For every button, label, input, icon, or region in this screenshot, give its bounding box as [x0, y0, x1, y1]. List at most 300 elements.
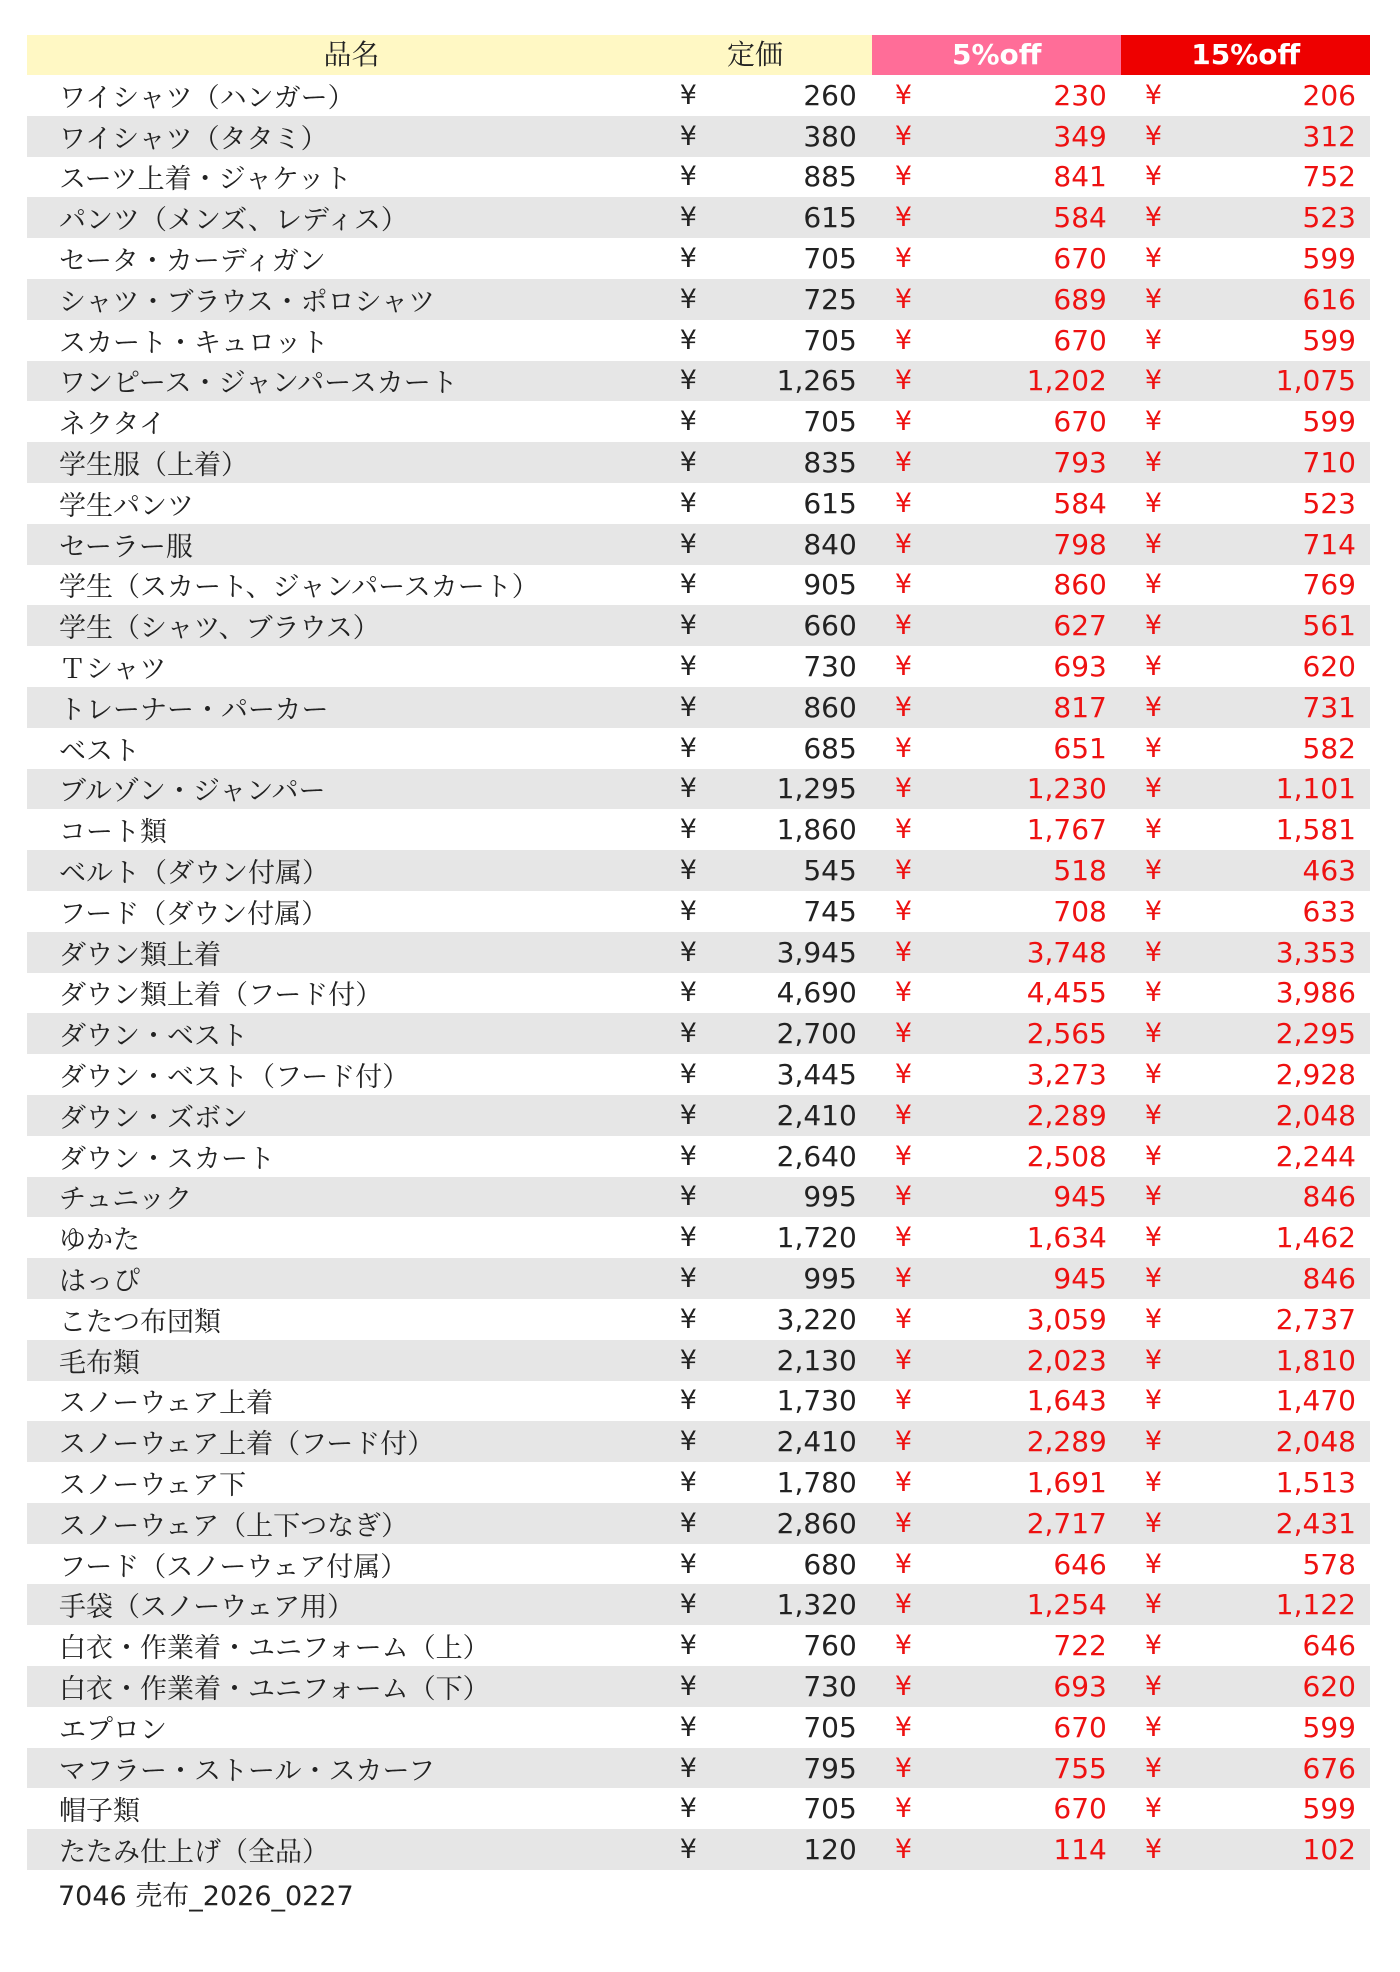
off5-currency-cell: ¥ [894, 528, 912, 560]
price-value-cell: 2,410 [776, 1098, 857, 1132]
item-name-cell: ワイシャツ（タタミ） [59, 123, 328, 155]
off5-currency-cell: ¥ [894, 283, 912, 315]
off15-value-cell: 714 [1302, 527, 1356, 561]
off5-value-cell: 1,643 [1026, 1384, 1107, 1418]
price-value-cell: 2,700 [776, 1017, 857, 1051]
off15-value-cell: 2,737 [1275, 1302, 1356, 1336]
table-row [27, 1503, 1370, 1544]
off15-currency-cell: ¥ [1144, 936, 1163, 968]
table-row [27, 524, 1370, 565]
price-currency-cell: ¥ [679, 1834, 697, 1866]
off15-value-cell: 599 [1302, 1710, 1356, 1744]
off15-value-cell: 2,431 [1275, 1506, 1356, 1540]
off5-currency-cell: ¥ [894, 487, 912, 519]
price-value-cell: 760 [803, 1629, 857, 1663]
price-currency-cell: ¥ [679, 365, 697, 397]
item-name-cell: 学生（シャツ、ブラウス） [59, 613, 380, 645]
off5-currency-cell: ¥ [894, 1426, 912, 1458]
off5-currency-cell: ¥ [894, 814, 912, 846]
off5-value-cell: 2,023 [1026, 1343, 1107, 1377]
off15-currency-cell: ¥ [1144, 406, 1163, 438]
price-currency-cell: ¥ [679, 610, 697, 642]
off5-currency-cell: ¥ [894, 936, 912, 968]
off15-value-cell: 561 [1302, 609, 1356, 643]
price-value-cell: 3,945 [776, 935, 857, 969]
off5-value-cell: 817 [1053, 690, 1107, 724]
off5-currency-cell: ¥ [894, 406, 912, 438]
off15-currency-cell: ¥ [1144, 691, 1163, 723]
price-value-cell: 730 [803, 650, 857, 684]
price-value-cell: 2,410 [776, 1425, 857, 1459]
off15-value-cell: 676 [1302, 1751, 1356, 1785]
table-row [27, 646, 1370, 687]
table-row [27, 1340, 1370, 1381]
item-name-cell: ベルト（ダウン付属） [59, 858, 329, 890]
price-value-cell: 705 [803, 1792, 857, 1826]
off5-value-cell: 651 [1053, 731, 1107, 765]
off15-currency-cell: ¥ [1144, 1059, 1163, 1091]
item-name-cell: フード（スノーウェア付属） [59, 1551, 408, 1583]
price-currency-cell: ¥ [679, 855, 697, 887]
off5-value-cell: 670 [1053, 1710, 1107, 1744]
off5-currency-cell: ¥ [894, 365, 912, 397]
off15-currency-cell: ¥ [1144, 1548, 1163, 1580]
off15-currency-cell: ¥ [1144, 1507, 1163, 1539]
off5-currency-cell: ¥ [894, 79, 912, 111]
off5-value-cell: 646 [1053, 1547, 1107, 1581]
off5-value-cell: 349 [1053, 119, 1107, 153]
price-currency-cell: ¥ [679, 202, 697, 234]
off15-currency-cell: ¥ [1144, 1793, 1163, 1825]
off5-value-cell: 627 [1053, 609, 1107, 643]
item-name-cell: ワイシャツ（ハンガー） [59, 82, 355, 114]
item-name-cell: 毛布類 [59, 1347, 140, 1379]
price-currency-cell: ¥ [679, 1140, 697, 1172]
off15-currency-cell: ¥ [1144, 365, 1163, 397]
price-value-cell: 4,690 [776, 976, 857, 1010]
off5-value-cell: 2,289 [1026, 1425, 1107, 1459]
off5-value-cell: 1,767 [1026, 813, 1107, 847]
off5-value-cell: 755 [1053, 1751, 1107, 1785]
off15-value-cell: 2,244 [1275, 1139, 1356, 1173]
off5-currency-cell: ¥ [894, 120, 912, 152]
item-name-cell: こたつ布団類 [59, 1306, 221, 1338]
price-currency-cell: ¥ [679, 1426, 697, 1458]
table-row [27, 1748, 1370, 1789]
off5-value-cell: 689 [1053, 282, 1107, 316]
price-currency-cell: ¥ [679, 283, 697, 315]
off5-currency-cell: ¥ [894, 1548, 912, 1580]
table-row [27, 361, 1370, 402]
price-currency-cell: ¥ [679, 1670, 697, 1702]
table-row [27, 197, 1370, 238]
price-currency-cell: ¥ [679, 895, 697, 927]
item-name-cell: チュニック [59, 1184, 193, 1216]
off5-value-cell: 1,634 [1026, 1221, 1107, 1255]
price-currency-cell: ¥ [679, 1630, 697, 1662]
off15-value-cell: 1,122 [1275, 1588, 1356, 1622]
item-name-cell: スノーウェア上着（フード付） [59, 1429, 435, 1461]
item-name-cell: 学生（スカート、ジャンパースカート） [59, 572, 539, 604]
off5-currency-cell: ¥ [894, 1466, 912, 1498]
off15-value-cell: 2,295 [1275, 1017, 1356, 1051]
off5-currency-cell: ¥ [894, 773, 912, 805]
off5-value-cell: 230 [1053, 78, 1107, 112]
off15-value-cell: 312 [1302, 119, 1356, 153]
off15-value-cell: 710 [1302, 446, 1356, 480]
table-row [27, 1095, 1370, 1136]
off15-currency-cell: ¥ [1144, 447, 1163, 479]
item-name-cell: スカート・キュロット [59, 327, 329, 359]
off5-value-cell: 3,059 [1026, 1302, 1107, 1336]
off5-currency-cell: ¥ [894, 1059, 912, 1091]
table-row [27, 442, 1370, 483]
item-name-cell: マフラー・ストール・スカーフ [59, 1755, 436, 1787]
off5-value-cell: 841 [1053, 160, 1107, 194]
off5-currency-cell: ¥ [894, 1752, 912, 1784]
off5-currency-cell: ¥ [894, 569, 912, 601]
off15-value-cell: 2,048 [1275, 1098, 1356, 1132]
table-row [27, 75, 1370, 116]
price-value-cell: 705 [803, 405, 857, 439]
item-name-cell: フード（ダウン付属） [59, 898, 329, 930]
off15-value-cell: 620 [1302, 650, 1356, 684]
table-row [27, 116, 1370, 157]
item-name-cell: 白衣・作業着・ユニフォーム（上） [59, 1633, 490, 1665]
off5-value-cell: 670 [1053, 242, 1107, 276]
item-name-cell: はっぴ [59, 1266, 140, 1297]
price-currency-cell: ¥ [679, 1752, 697, 1784]
price-currency-cell: ¥ [679, 1385, 697, 1417]
price-value-cell: 1,860 [776, 813, 857, 847]
item-name-cell: 帽子類 [59, 1796, 140, 1828]
price-value-cell: 3,220 [776, 1302, 857, 1336]
off5-value-cell: 3,748 [1026, 935, 1107, 969]
table-row [27, 1788, 1370, 1829]
price-value-cell: 2,130 [776, 1343, 857, 1377]
off5-currency-cell: ¥ [894, 1793, 912, 1825]
price-value-cell: 685 [803, 731, 857, 765]
off15-value-cell: 1,513 [1275, 1465, 1356, 1499]
price-currency-cell: ¥ [679, 243, 697, 275]
price-value-cell: 2,640 [776, 1139, 857, 1173]
price-currency-cell: ¥ [679, 1099, 697, 1131]
off5-value-cell: 1,254 [1026, 1588, 1107, 1622]
off15-value-cell: 3,986 [1275, 976, 1356, 1010]
off15-value-cell: 1,810 [1275, 1343, 1356, 1377]
table-row [27, 809, 1370, 850]
item-name-cell: ダウン類上着 [59, 939, 221, 971]
off15-currency-cell: ¥ [1144, 651, 1163, 683]
item-name-cell: 学生パンツ [59, 490, 194, 522]
table-row [27, 1421, 1370, 1462]
off5-currency-cell: ¥ [894, 977, 912, 1009]
item-name-cell: スノーウェア下 [59, 1469, 247, 1501]
price-currency-cell: ¥ [679, 773, 697, 805]
price-currency-cell: ¥ [679, 1222, 697, 1254]
off5-value-cell: 798 [1053, 527, 1107, 561]
price-currency-cell: ¥ [679, 1466, 697, 1498]
table-row [27, 1666, 1370, 1707]
off5-value-cell: 860 [1053, 568, 1107, 602]
off15-value-cell: 463 [1302, 854, 1356, 888]
off15-value-cell: 769 [1302, 568, 1356, 602]
table-row [27, 605, 1370, 646]
item-name-cell: スノーウェア上着 [59, 1388, 274, 1420]
item-name-cell: パンツ（メンズ、レディス） [59, 205, 408, 237]
item-name-cell: スノーウェア（上下つなぎ） [59, 1510, 409, 1542]
price-value-cell: 545 [803, 854, 857, 888]
table-row [27, 769, 1370, 810]
off5-currency-cell: ¥ [894, 1099, 912, 1131]
off5-value-cell: 670 [1053, 405, 1107, 439]
off5-currency-cell: ¥ [894, 447, 912, 479]
price-currency-cell: ¥ [679, 1589, 697, 1621]
off15-value-cell: 578 [1302, 1547, 1356, 1581]
price-value-cell: 835 [803, 446, 857, 480]
price-currency-cell: ¥ [679, 691, 697, 723]
table-row [27, 728, 1370, 769]
off5-currency-cell: ¥ [894, 161, 912, 193]
off15-currency-cell: ¥ [1144, 1099, 1163, 1131]
table-row [27, 891, 1370, 932]
off5-value-cell: 670 [1053, 323, 1107, 357]
price-value-cell: 745 [803, 894, 857, 928]
off5-currency-cell: ¥ [894, 324, 912, 356]
price-value-cell: 1,720 [776, 1221, 857, 1255]
item-name-cell: たたみ仕上げ（全品） [59, 1837, 329, 1869]
off5-value-cell: 1,202 [1026, 364, 1107, 398]
item-name-cell: コート類 [59, 817, 167, 849]
table-row [27, 1544, 1370, 1585]
off5-value-cell: 2,565 [1026, 1017, 1107, 1051]
table-row [27, 1707, 1370, 1748]
price-value-cell: 840 [803, 527, 857, 561]
price-value-cell: 885 [803, 160, 857, 194]
off5-value-cell: 2,508 [1026, 1139, 1107, 1173]
off15-value-cell: 102 [1302, 1833, 1356, 1867]
off5-value-cell: 4,455 [1026, 976, 1107, 1010]
off15-currency-cell: ¥ [1144, 1670, 1163, 1702]
off5-currency-cell: ¥ [894, 1018, 912, 1050]
item-name-cell: 学生服（上着） [59, 450, 248, 482]
off15-currency-cell: ¥ [1144, 1181, 1163, 1213]
price-value-cell: 380 [803, 119, 857, 153]
off5-currency-cell: ¥ [894, 691, 912, 723]
off5-currency-cell: ¥ [894, 855, 912, 887]
price-currency-cell: ¥ [679, 814, 697, 846]
off5-currency-cell: ¥ [894, 1589, 912, 1621]
off15-currency-cell: ¥ [1144, 528, 1163, 560]
price-value-cell: 2,860 [776, 1506, 857, 1540]
off15-value-cell: 582 [1302, 731, 1356, 765]
off15-currency-cell: ¥ [1144, 569, 1163, 601]
table-row [27, 1625, 1370, 1666]
price-currency-cell: ¥ [679, 447, 697, 479]
table-row [27, 1136, 1370, 1177]
off5-currency-cell: ¥ [894, 651, 912, 683]
item-name-cell: ブルゾン・ジャンパー [59, 776, 326, 808]
price-currency-cell: ¥ [679, 569, 697, 601]
item-name-cell: ダウン・ベスト（フード付） [59, 1062, 410, 1094]
price-currency-cell: ¥ [679, 1344, 697, 1376]
off15-currency-cell: ¥ [1144, 120, 1163, 152]
price-value-cell: 615 [803, 201, 857, 235]
table-row [27, 932, 1370, 973]
off5-currency-cell: ¥ [894, 1303, 912, 1335]
table-row [27, 1258, 1370, 1299]
off5-value-cell: 518 [1053, 854, 1107, 888]
off5-currency-cell: ¥ [894, 1711, 912, 1743]
off5-value-cell: 2,717 [1026, 1506, 1107, 1540]
item-name-cell: ゆかた [59, 1225, 140, 1257]
table-row [27, 1584, 1370, 1625]
item-name-cell: ダウン・スカート [59, 1143, 275, 1175]
price-table [27, 35, 1370, 1870]
table-row [27, 850, 1370, 891]
price-value-cell: 660 [803, 609, 857, 643]
price-currency-cell: ¥ [679, 1263, 697, 1294]
off15-currency-cell: ¥ [1144, 855, 1163, 887]
off5-value-cell: 2,289 [1026, 1098, 1107, 1132]
price-value-cell: 705 [803, 242, 857, 276]
item-name-cell: 手袋（スノーウェア用） [59, 1592, 355, 1624]
off5-currency-cell: ¥ [894, 202, 912, 234]
off5-currency-cell: ¥ [894, 1507, 912, 1539]
price-currency-cell: ¥ [679, 1507, 697, 1539]
table-row [27, 238, 1370, 279]
item-name-cell: Ｔシャツ [59, 654, 167, 686]
item-name-cell: ベスト [59, 735, 140, 767]
price-currency-cell: ¥ [679, 161, 697, 193]
table-row [27, 1217, 1370, 1258]
off15-currency-cell: ¥ [1144, 1752, 1163, 1784]
price-value-cell: 1,265 [776, 364, 857, 398]
price-currency-cell: ¥ [679, 1181, 697, 1213]
price-currency-cell: ¥ [679, 936, 697, 968]
off15-currency-cell: ¥ [1144, 1630, 1163, 1662]
off15-value-cell: 731 [1302, 690, 1356, 724]
table-row [27, 401, 1370, 442]
price-value-cell: 705 [803, 1710, 857, 1744]
off5-value-cell: 793 [1053, 446, 1107, 480]
off15-currency-cell: ¥ [1144, 79, 1163, 111]
table-row [27, 565, 1370, 606]
off5-currency-cell: ¥ [894, 1344, 912, 1376]
price-currency-cell: ¥ [679, 977, 697, 1009]
off15-currency-cell: ¥ [1144, 1589, 1163, 1621]
item-name-cell: ワンピース・ジャンパースカート [59, 368, 458, 400]
item-name-cell: スーツ上着・ジャケット [59, 164, 352, 196]
price-currency-cell: ¥ [679, 1018, 697, 1050]
off5-value-cell: 722 [1053, 1629, 1107, 1663]
item-name-cell: 白衣・作業着・ユニフォーム（下） [59, 1673, 490, 1705]
off5-currency-cell: ¥ [894, 610, 912, 642]
price-currency-cell: ¥ [679, 1793, 697, 1825]
off15-value-cell: 599 [1302, 1792, 1356, 1826]
price-value-cell: 1,295 [776, 772, 857, 806]
price-value-cell: 680 [803, 1547, 857, 1581]
off15-value-cell: 1,470 [1275, 1384, 1356, 1418]
off5-value-cell: 1,691 [1026, 1465, 1107, 1499]
header-15-percent-off: 15%off [1121, 35, 1370, 75]
off15-currency-cell: ¥ [1144, 202, 1163, 234]
table-body [27, 75, 1370, 1870]
table-row [27, 1299, 1370, 1340]
off5-currency-cell: ¥ [894, 1670, 912, 1702]
document-footer: 7046 売布_2026_0227 [58, 1881, 354, 1912]
off15-currency-cell: ¥ [1144, 732, 1163, 764]
off5-currency-cell: ¥ [894, 1630, 912, 1662]
off15-value-cell: 599 [1302, 323, 1356, 357]
off15-value-cell: 523 [1302, 201, 1356, 235]
off15-currency-cell: ¥ [1144, 1344, 1163, 1376]
price-currency-cell: ¥ [679, 324, 697, 356]
price-value-cell: 725 [803, 282, 857, 316]
off15-value-cell: 1,075 [1275, 364, 1356, 398]
item-name-cell: ネクタイ [59, 409, 166, 441]
off15-currency-cell: ¥ [1144, 1018, 1163, 1050]
header-item-name: 品名 [27, 35, 676, 75]
price-currency-cell: ¥ [679, 487, 697, 519]
price-currency-cell: ¥ [679, 1711, 697, 1743]
off15-value-cell: 616 [1302, 282, 1356, 316]
off15-currency-cell: ¥ [1144, 1466, 1163, 1498]
off15-value-cell: 620 [1302, 1669, 1356, 1703]
table-row [27, 1013, 1370, 1054]
price-currency-cell: ¥ [679, 651, 697, 683]
off15-value-cell: 206 [1302, 78, 1356, 112]
table-row [27, 1177, 1370, 1218]
off5-value-cell: 114 [1053, 1833, 1107, 1867]
table-header [27, 35, 1370, 75]
off15-currency-cell: ¥ [1144, 1385, 1163, 1417]
off15-currency-cell: ¥ [1144, 243, 1163, 275]
price-value-cell: 860 [803, 690, 857, 724]
item-name-cell: セータ・カーディガン [59, 246, 326, 278]
off15-value-cell: 846 [1302, 1180, 1356, 1214]
off15-value-cell: 2,928 [1275, 1058, 1356, 1092]
price-currency-cell: ¥ [679, 79, 697, 111]
item-name-cell: トレーナー・パーカー [59, 694, 329, 726]
item-name-cell: ダウン・ズボン [59, 1102, 248, 1134]
price-currency-cell: ¥ [679, 1548, 697, 1580]
table-row [27, 279, 1370, 320]
off15-value-cell: 752 [1302, 160, 1356, 194]
off15-currency-cell: ¥ [1144, 161, 1163, 193]
price-value-cell: 995 [803, 1180, 857, 1214]
table-row [27, 320, 1370, 361]
price-currency-cell: ¥ [679, 528, 697, 560]
off15-value-cell: 1,462 [1275, 1221, 1356, 1255]
header-list-price: 定価 [676, 35, 872, 75]
off5-currency-cell: ¥ [894, 1263, 912, 1294]
off5-currency-cell: ¥ [894, 1140, 912, 1172]
off15-currency-cell: ¥ [1144, 814, 1163, 846]
off5-value-cell: 1,230 [1026, 772, 1107, 806]
off15-value-cell: 846 [1302, 1262, 1356, 1295]
table-row [27, 687, 1370, 728]
table-row [27, 1829, 1370, 1870]
header-5-percent-off: 5%off [872, 35, 1122, 75]
item-name-cell: ダウン・ベスト [59, 1021, 248, 1053]
off5-value-cell: 670 [1053, 1792, 1107, 1826]
off15-currency-cell: ¥ [1144, 1426, 1163, 1458]
off5-currency-cell: ¥ [894, 1222, 912, 1254]
price-value-cell: 3,445 [776, 1058, 857, 1092]
off15-value-cell: 1,101 [1275, 772, 1356, 806]
off5-currency-cell: ¥ [894, 1385, 912, 1417]
